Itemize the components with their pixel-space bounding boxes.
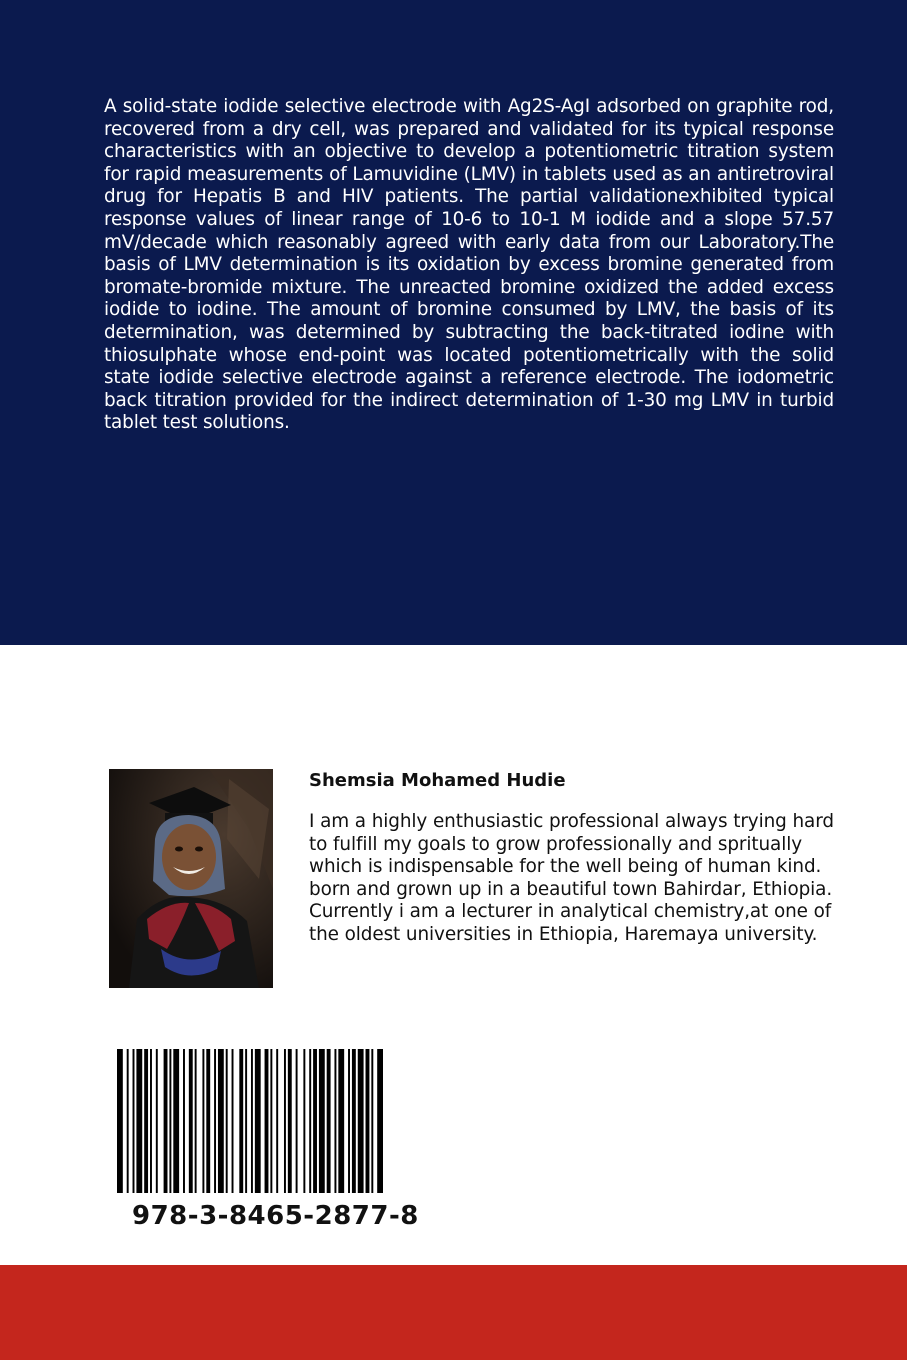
barcode-bar (169, 1049, 171, 1193)
isbn-number: 978-3-8465-2877-8 (132, 1201, 419, 1231)
barcode-bar (303, 1049, 305, 1193)
bottom-color-band (0, 1265, 907, 1360)
isbn-barcode (117, 1049, 383, 1193)
barcode-bar (195, 1049, 197, 1193)
barcode-bar (371, 1049, 373, 1193)
barcode-bar (319, 1049, 325, 1193)
barcode-bar (133, 1049, 135, 1193)
barcode-bar (358, 1049, 364, 1193)
barcode-bar (296, 1049, 298, 1193)
barcode-bar (232, 1049, 234, 1193)
author-name: Shemsia Mohamed Hudie (309, 770, 566, 791)
barcode-bar (366, 1049, 370, 1193)
barcode-bar (334, 1049, 336, 1193)
barcode-bar (352, 1049, 356, 1193)
barcode-bar (284, 1049, 286, 1193)
barcode-bar (265, 1049, 269, 1193)
barcode-bar (239, 1049, 243, 1193)
barcode-bar (164, 1049, 168, 1193)
barcode-bar (226, 1049, 228, 1193)
barcode-bar (255, 1049, 261, 1193)
barcode-bar (144, 1049, 148, 1193)
barcode-bar (173, 1049, 179, 1193)
author-photo (109, 769, 273, 988)
barcode-bar (276, 1049, 278, 1193)
barcode-bar (338, 1049, 344, 1193)
barcode-bar (206, 1049, 210, 1193)
barcode-bar (377, 1049, 383, 1193)
barcode-bar (245, 1049, 247, 1193)
barcode-bar (288, 1049, 292, 1193)
barcode-bar (251, 1049, 253, 1193)
barcode-bar (189, 1049, 193, 1193)
barcode-bar (202, 1049, 204, 1193)
barcode-bar (327, 1049, 331, 1193)
top-color-band (0, 0, 907, 645)
barcode-bar (183, 1049, 185, 1193)
barcode-bar (214, 1049, 216, 1193)
author-bio: I am a highly enthusiastic professional always trying hard to fulfill my goals to grow professionally and spritually which is indispensable for the well being of human kind. born and grown up in a beautiful town Bahirdar, Ethiopia. Currently i am a lecturer in analytical chemistry,at one of the oldest universities in Ethiopia, Haremaya university. (309, 811, 834, 945)
barcode-bar (117, 1049, 123, 1193)
barcode-bar (156, 1049, 158, 1193)
barcode-bar (136, 1049, 142, 1193)
barcode-bar (150, 1049, 152, 1193)
barcode-bar (127, 1049, 129, 1193)
barcode-bar (270, 1049, 272, 1193)
barcode-bar (218, 1049, 224, 1193)
abstract-text: A solid-state iodide selective electrode with Ag2S-AgI adsorbed on graphite rod, recovered from a dry cell, was prepared and validated for its typical response characteristics with an objective to develop a potentiometric titration system for rapid measurements of Lamuvidine (LMV) in tablets used as an antiretroviral drug for Hepatis B and HIV patients. The partial validationexhibited typical response values of linear range of 10-6 to 10-1 M iodide and a slope 57.57 mV/decade which reasonably agreed with early data from our Laboratory.The basis of LMV determination is its oxidation by excess bromine generated from bromate-bromide mixture. The unreacted bromine oxidized the added excess iodide to iodine. The amount of bromine consumed by LMV, the basis of its determination, was determined by subtracting the back-titrated iodine with thiosulphate whose end-point was located potentiometrically with the solid state iodide selective electrode against a reference electrode. The iodometric back titration provided for the indirect determination of 1-30 mg LMV in turbid tablet test solutions. (104, 96, 834, 434)
barcode-bar (309, 1049, 311, 1193)
barcode-bar (348, 1049, 350, 1193)
barcode-bar (313, 1049, 317, 1193)
